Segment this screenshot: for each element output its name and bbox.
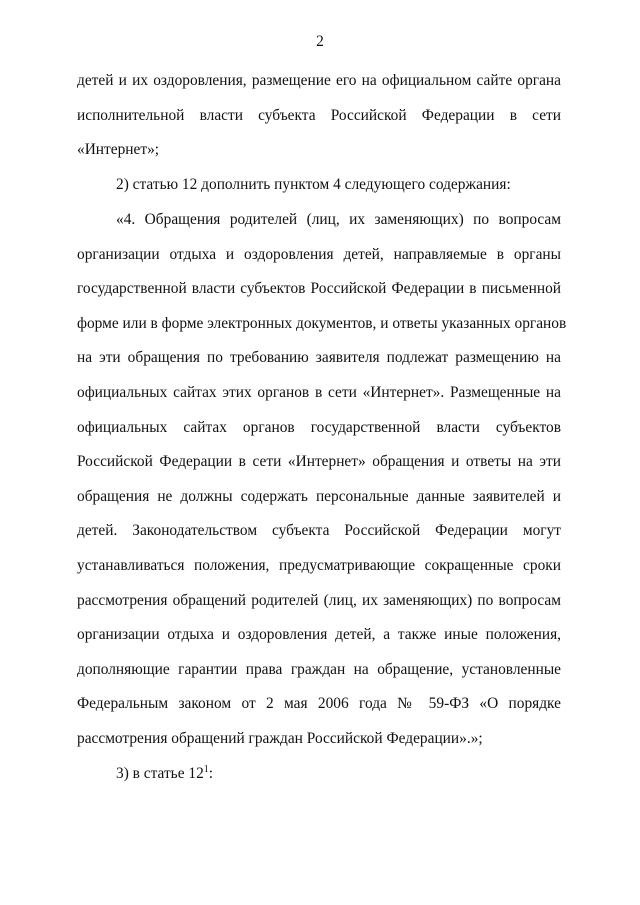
text-line: на эти обращения по требованию заявителя подлежат размещению на — [77, 349, 561, 366]
text-line: официальных сайтах этих органов в сети «Интернет». Размещенные на — [77, 384, 561, 401]
text-line: детей и их оздоровления, размещение его на официальном сайте органа — [77, 72, 561, 89]
text-line: обращения не должны содержать персональные данные заявителей и — [77, 488, 561, 505]
list-item-3-text: 3) в статье 12 — [116, 765, 204, 782]
text-line: исполнительной власти субъекта Российской Федерации в сети — [77, 107, 561, 124]
text-line: «4. Обращения родителей (лиц, их заменяющих) по вопросам — [116, 211, 561, 228]
text-line: рассмотрения обращений родителей (лиц, их заменяющих) по вопросам — [77, 592, 561, 609]
list-item-3 — [116, 764, 561, 784]
text-line: «Интернет»; — [77, 141, 160, 158]
superscript: 1 — [203, 763, 209, 775]
text-line: рассмотрения обращений граждан Российской Федерации».»; — [77, 730, 483, 747]
page-number: 2 — [316, 33, 324, 50]
text-line: детей. Законодательством субъекта Российской Федерации могут — [77, 522, 561, 539]
text-line: Российской Федерации в сети «Интернет» обращения и ответы на эти — [77, 453, 561, 470]
text-line: форме или в форме электронных документов, и ответы указанных органов — [77, 315, 567, 332]
text-line: дополняющие гарантии права граждан на обращение, установленные — [77, 661, 561, 678]
text-line: устанавливаться положения, предусматривающие сокращенные сроки — [77, 557, 561, 574]
list-item-2: 2) статью 12 дополнить пунктом 4 следующего содержания: — [116, 176, 511, 193]
text-line: Федеральным законом от 2 мая 2006 года № 59-ФЗ «О порядке — [77, 695, 561, 712]
text-line: организации отдыха и оздоровления детей, направляемые в органы — [77, 246, 561, 263]
text-line: государственной власти субъектов Российской Федерации в письменной — [77, 280, 561, 297]
text-line: официальных сайтах органов государственной власти субъектов — [77, 419, 561, 436]
list-item-3-suffix: : — [208, 765, 214, 782]
text-line: организации отдыха и оздоровления детей, а также иные положения, — [77, 626, 561, 643]
